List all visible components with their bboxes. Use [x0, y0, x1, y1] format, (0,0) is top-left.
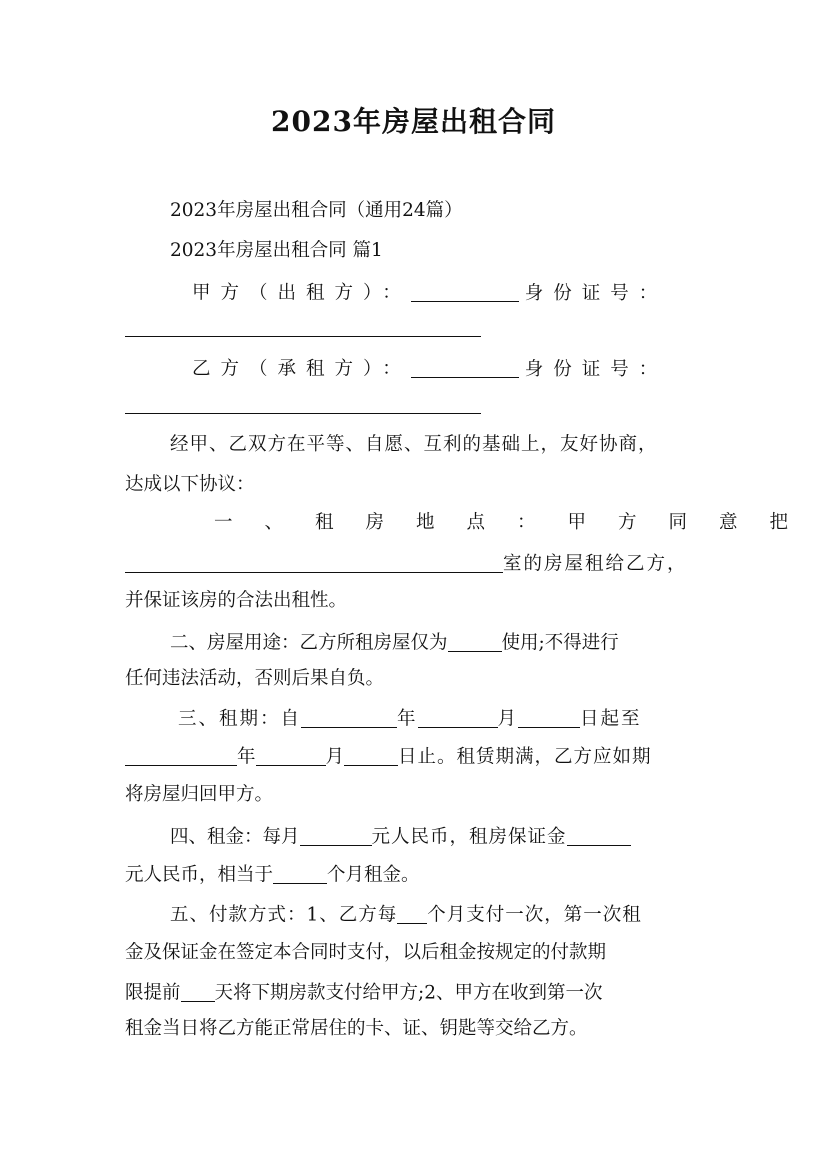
clause1-line-2: 并保证该房的合法出租性。: [125, 590, 348, 611]
clause4-line-2: [125, 864, 705, 885]
clause3-end-text: 日止。租赁期满，乙方应如期: [398, 746, 652, 768]
clause3-end-month-blank: [256, 746, 326, 766]
party-b-id-label: 身份证号：: [524, 358, 668, 380]
clause3-start-month-blank: [418, 708, 498, 728]
clause5-days-blank: [181, 982, 215, 1002]
clause4-text-a: 四、租金：每月: [170, 826, 300, 848]
document-subtitle: 2023年房屋出租合同（通用24篇）: [170, 200, 463, 221]
clause4-line-1: [170, 826, 710, 847]
clause4-text-c: 元人民币，相当于: [125, 864, 274, 886]
clause2-line-1: [170, 632, 710, 653]
clause3-text-a: 三、租期：自: [178, 708, 302, 730]
clause3-month-label: 月: [497, 708, 519, 730]
clause4-deposit-blank: [567, 826, 631, 846]
clause5-text-a: 五、付款方式：1、乙方每: [170, 904, 398, 926]
party-a-line: [192, 282, 692, 303]
clause5-line-2: 金及保证金在签定本合同时支付，以后租金按规定的付款期: [125, 942, 607, 963]
party-b-id-blank: [125, 413, 481, 414]
party-a-label: 甲方（出租方）：: [192, 282, 411, 304]
clause5-text-d: 天将下期房款支付给甲方;2、甲方在收到第一次: [214, 982, 603, 1004]
clause4-text-b: 元人民币，租房保证金: [371, 826, 567, 848]
document-title: 2023年房屋出租合同: [271, 105, 556, 138]
party-b-label: 乙方（承租方）：: [192, 358, 411, 380]
clause3-year-label: 年: [397, 708, 418, 730]
clause5-text-c: 限提前: [125, 982, 181, 1004]
clause3-year2-label: 年: [237, 746, 256, 768]
clause3-line-1: [178, 708, 718, 729]
clause1-address-blank: [125, 553, 503, 573]
party-a-blank: [411, 282, 519, 302]
clause2-use-blank: [448, 632, 502, 652]
clause4-text-d: 个月租金。: [327, 864, 420, 886]
party-a-id-label: 身份证号：: [524, 282, 668, 304]
clause4-rent-blank: [300, 826, 372, 846]
clause3-end-year-blank: [125, 746, 237, 766]
party-b-line: [192, 358, 692, 379]
clause2-text-b: 使用;不得进行: [501, 632, 619, 654]
intro-line-1: 经甲、乙双方在平等、自愿、互利的基础上，友好协商，: [170, 434, 658, 455]
clause1-line-1: [125, 553, 715, 574]
section-heading: 2023年房屋出租合同 篇1: [170, 240, 383, 261]
clause1-tail: 室的房屋租给乙方，: [503, 553, 688, 575]
clause2-text-a: 二、房屋用途：乙方所租房屋仅为: [170, 632, 448, 654]
clause3-month2-label: 月: [325, 746, 345, 768]
clause3-line-3: 将房屋归回甲方。: [125, 784, 274, 805]
clause5-period-blank: [397, 904, 427, 924]
clause5-text-b: 个月支付一次，第一次租: [427, 904, 642, 926]
clause5-line-1: [170, 904, 710, 925]
clause4-months-blank: [273, 864, 327, 884]
clause2-line-2: 任何违法活动，否则后果自负。: [125, 668, 385, 689]
clause5-line-3: [125, 982, 715, 1003]
clause5-line-4: 租金当日将乙方能正常居住的卡、证、钥匙等交给乙方。: [125, 1018, 588, 1039]
clause3-start-day-blank: [518, 708, 580, 728]
clause3-end-day-blank: [344, 746, 398, 766]
intro-line-2: 达成以下协议：: [125, 474, 255, 495]
clause3-line-2: [125, 746, 715, 767]
party-b-blank: [411, 358, 519, 378]
clause1-heading: 一、租房地点：甲方同意把: [214, 512, 821, 533]
clause3-from-label: 日起至: [580, 708, 642, 730]
clause3-start-year-blank: [301, 708, 397, 728]
party-a-id-blank: [125, 336, 481, 337]
